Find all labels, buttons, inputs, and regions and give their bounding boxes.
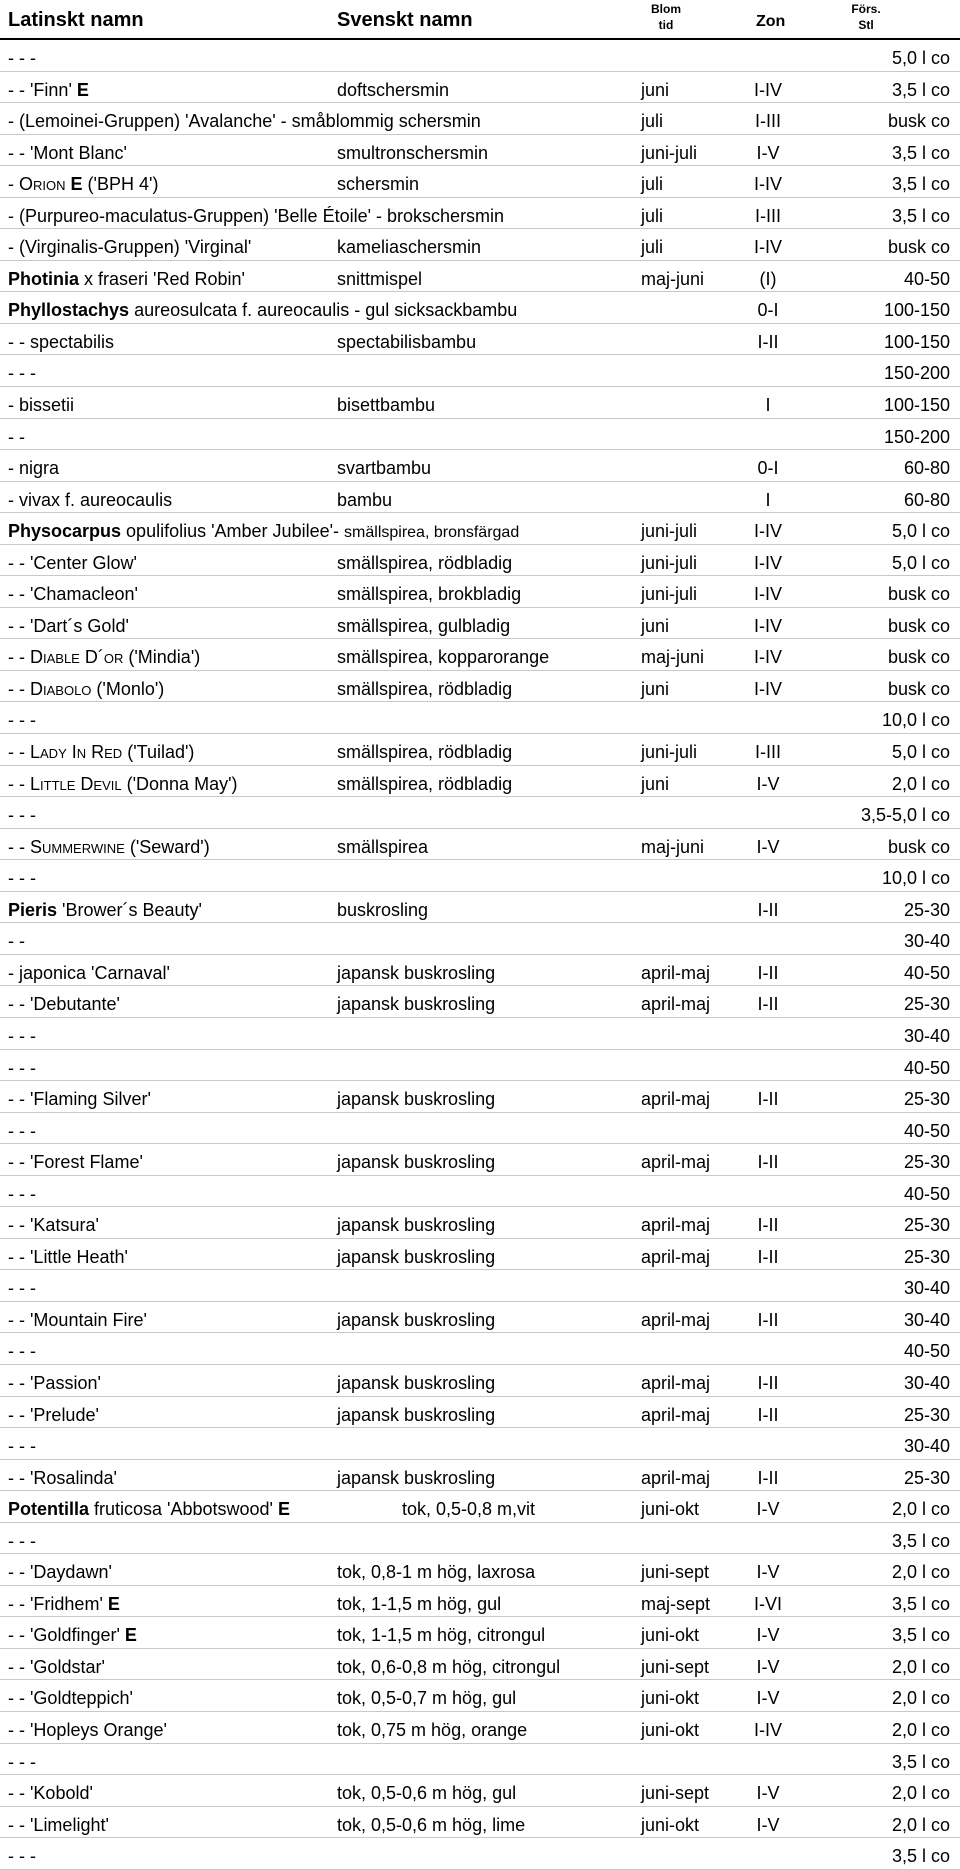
pack-size-cell: 25-30 bbox=[903, 1246, 950, 1267]
zone-cell: I-II bbox=[757, 1152, 779, 1173]
latin-name-cell: - (Virginalis-Gruppen) 'Virginal' bbox=[8, 237, 252, 258]
latin-name-cell: - - - bbox=[8, 1530, 36, 1551]
pack-size-cell: 25-30 bbox=[903, 1404, 950, 1425]
header-bloom-time: Blom tid bbox=[651, 2, 681, 32]
pack-size-cell: 40-50 bbox=[903, 1057, 950, 1078]
header-zone: Zon bbox=[756, 13, 786, 30]
pack-size-cell: 40-50 bbox=[903, 962, 950, 983]
swedish-name-cell: japansk buskrosling bbox=[337, 1152, 496, 1173]
latin-name-cell: - - Diabolo ('Monlo') bbox=[8, 678, 165, 699]
latin-name-cell: - - 'Center Glow' bbox=[8, 552, 137, 573]
swedish-name-cell: smällspirea, rödbladig bbox=[337, 742, 513, 763]
table-row bbox=[0, 860, 960, 892]
table-row bbox=[0, 734, 960, 766]
table-row bbox=[0, 1460, 960, 1492]
pack-size-cell: 25-30 bbox=[903, 1467, 950, 1488]
pack-size-cell: busk co bbox=[887, 678, 950, 699]
latin-name-cell: - - 'Goldteppich' bbox=[8, 1688, 133, 1709]
swedish-name-cell: japansk buskrosling bbox=[337, 1404, 496, 1425]
latin-name-cell: - - 'Rosalinda' bbox=[8, 1467, 117, 1488]
zone-cell: I-II bbox=[757, 1215, 779, 1236]
latin-name-cell: - - 'Mont Blanc' bbox=[8, 142, 127, 163]
pack-size-cell: busk co bbox=[887, 615, 950, 636]
zone-cell: I-V bbox=[756, 1562, 780, 1583]
latin-name-cell: - - 'Little Heath' bbox=[8, 1246, 128, 1267]
latin-name-cell: - - - bbox=[8, 1057, 36, 1078]
table-row bbox=[0, 324, 960, 356]
swedish-name-cell: tok, 1-1,5 m hög, gul bbox=[337, 1593, 502, 1614]
zone-cell: I-IV bbox=[753, 79, 782, 100]
pack-size-cell: 30-40 bbox=[903, 1309, 950, 1330]
bloom-time-cell: juli bbox=[641, 237, 664, 258]
zone-cell: I-II bbox=[757, 962, 779, 983]
bloom-time-cell: april-maj bbox=[641, 1467, 711, 1488]
bloom-time-cell: juni bbox=[641, 678, 670, 699]
pack-size-cell: 2,0 l co bbox=[891, 1562, 950, 1583]
swedish-name-cell: smällspirea, rödbladig bbox=[337, 552, 513, 573]
zone-cell: I-IV bbox=[753, 237, 782, 258]
latin-name-cell: - - 'Mountain Fire' bbox=[8, 1309, 147, 1330]
latin-name-cell: - - Little Devil ('Donna May') bbox=[8, 773, 238, 794]
pack-size-cell: busk co bbox=[887, 237, 950, 258]
latin-name-cell: - - - bbox=[8, 363, 36, 384]
bloom-time-cell: juli bbox=[641, 111, 664, 132]
pack-size-cell: 100-150 bbox=[883, 300, 950, 321]
header-pack-size: Förs. Stl bbox=[851, 2, 881, 32]
latin-name-cell: - - 'Chamacleon' bbox=[8, 584, 138, 605]
zone-cell: I-IV bbox=[753, 678, 782, 699]
pack-size-cell: 40-50 bbox=[903, 268, 950, 289]
zone-cell: I-IV bbox=[753, 174, 782, 195]
table-row bbox=[0, 923, 960, 955]
pack-size-cell: 60-80 bbox=[903, 489, 950, 510]
swedish-name-cell: tok, 0,5-0,6 m hög, gul bbox=[337, 1783, 517, 1804]
swedish-name-cell: svartbambu bbox=[337, 458, 432, 479]
table-row bbox=[0, 40, 960, 72]
bloom-time-cell: juni-juli bbox=[641, 552, 698, 573]
swedish-name-cell: tok, 0,5-0,8 m,vit bbox=[402, 1499, 536, 1520]
bloom-time-cell: april-maj bbox=[641, 1404, 711, 1425]
latin-name-cell: - - 'Finn' E bbox=[8, 79, 89, 100]
table-row bbox=[0, 513, 960, 545]
bloom-time-cell: juni-juli bbox=[641, 584, 698, 605]
latin-name-cell: Photinia x fraseri 'Red Robin' bbox=[8, 268, 245, 289]
pack-size-cell: 3,5 l co bbox=[891, 1751, 950, 1772]
latin-name-cell: - - - bbox=[8, 1846, 36, 1867]
table-row bbox=[0, 1113, 960, 1145]
table-row bbox=[0, 671, 960, 703]
latin-name-cell: - - bbox=[8, 931, 25, 952]
zone-cell: I-II bbox=[757, 1467, 779, 1488]
latin-name-cell: - bissetii bbox=[8, 395, 75, 416]
pack-size-cell: 150-200 bbox=[883, 426, 950, 447]
zone-cell: I-II bbox=[757, 1309, 779, 1330]
zone-cell: (I) bbox=[759, 268, 777, 289]
latin-name-cell: - - - bbox=[8, 1025, 36, 1046]
pack-size-cell: 3,5 l co bbox=[891, 1530, 950, 1551]
table-row bbox=[0, 986, 960, 1018]
zone-cell: I-V bbox=[756, 1625, 780, 1646]
pack-size-cell: 5,0 l co bbox=[891, 552, 950, 573]
zone-cell: 0-I bbox=[757, 458, 779, 479]
zone-cell: I-IV bbox=[753, 647, 782, 668]
bloom-time-cell: maj-juni bbox=[641, 268, 705, 289]
pack-size-cell: busk co bbox=[887, 647, 950, 668]
pack-size-cell: 150-200 bbox=[883, 363, 950, 384]
table-row bbox=[0, 766, 960, 798]
latin-name-cell: - - 'Katsura' bbox=[8, 1215, 99, 1236]
zone-cell: I-II bbox=[757, 994, 779, 1015]
pack-size-cell: 10,0 l co bbox=[881, 710, 950, 731]
swedish-name-cell: smällspirea, brokbladig bbox=[337, 584, 522, 605]
zone-cell: I-V bbox=[756, 1688, 780, 1709]
table-row bbox=[0, 1617, 960, 1649]
latin-name-cell: - - bbox=[8, 426, 25, 447]
swedish-name-cell: tok, 0,8-1 m hög, laxrosa bbox=[337, 1562, 536, 1583]
latin-name-cell: - - - bbox=[8, 710, 36, 731]
latin-name-cell: - vivax f. aureocaulis bbox=[8, 489, 173, 510]
table-row bbox=[0, 1176, 960, 1208]
table-row bbox=[0, 1586, 960, 1618]
pack-size-cell: 100-150 bbox=[883, 331, 950, 352]
pack-size-cell: busk co bbox=[887, 584, 950, 605]
pack-size-cell: 40-50 bbox=[903, 1341, 950, 1362]
pack-size-cell: 25-30 bbox=[903, 1152, 950, 1173]
plant-table bbox=[0, 40, 960, 1870]
table-row bbox=[0, 1712, 960, 1744]
pack-size-cell: 2,0 l co bbox=[891, 1814, 950, 1835]
latin-name-cell: - - - bbox=[8, 805, 36, 826]
bloom-time-cell: maj-juni bbox=[641, 647, 705, 668]
pack-size-cell: 2,0 l co bbox=[891, 773, 950, 794]
swedish-name-cell: tok, 0,5-0,6 m hög, lime bbox=[337, 1814, 526, 1835]
table-row bbox=[0, 1144, 960, 1176]
table-row bbox=[0, 1302, 960, 1334]
latin-name-cell: Physocarpus opulifolius 'Amber Jubilee'- smällspirea, bronsfärgad bbox=[8, 521, 520, 542]
swedish-name-cell: tok, 0,75 m hög, orange bbox=[337, 1719, 528, 1740]
latin-name-cell: - - - bbox=[8, 868, 36, 889]
table-row bbox=[0, 355, 960, 387]
swedish-name-cell: doftschersmin bbox=[337, 79, 450, 100]
zone-cell: I-II bbox=[757, 899, 779, 920]
pack-size-cell: 25-30 bbox=[903, 994, 950, 1015]
latin-name-cell: Pieris 'Brower´s Beauty' bbox=[8, 899, 202, 920]
bloom-time-cell: juni-okt bbox=[641, 1688, 700, 1709]
pack-size-cell: 3,5 l co bbox=[891, 142, 950, 163]
bloom-time-cell: juni-juli bbox=[641, 142, 698, 163]
bloom-time-cell: juni-okt bbox=[641, 1814, 700, 1835]
table-row bbox=[0, 576, 960, 608]
zone-cell: I-VI bbox=[753, 1593, 782, 1614]
table-row bbox=[0, 1775, 960, 1807]
latin-name-cell: - - spectabilis bbox=[8, 331, 115, 352]
bloom-time-cell: juli bbox=[641, 205, 664, 226]
pack-size-cell: 3,5 l co bbox=[891, 205, 950, 226]
bloom-time-cell: juni-sept bbox=[641, 1783, 710, 1804]
table-row bbox=[0, 229, 960, 261]
pack-size-cell: 5,0 l co bbox=[891, 742, 950, 763]
bloom-time-cell: juni-juli bbox=[641, 742, 698, 763]
pack-size-cell: 30-40 bbox=[903, 1025, 950, 1046]
zone-cell: I-V bbox=[756, 1499, 780, 1520]
swedish-name-cell: bisettbambu bbox=[337, 395, 436, 416]
table-row bbox=[0, 1649, 960, 1681]
bloom-time-cell: juni-okt bbox=[641, 1625, 700, 1646]
latin-name-cell: - - 'Fridhem' E bbox=[8, 1593, 120, 1614]
pack-size-cell: 3,5 l co bbox=[891, 1593, 950, 1614]
zone-cell: I-III bbox=[755, 205, 781, 226]
table-row bbox=[0, 1050, 960, 1082]
latin-name-cell: - - 'Prelude' bbox=[8, 1404, 99, 1425]
latin-name-cell: Potentilla fruticosa 'Abbotswood' E bbox=[8, 1499, 291, 1520]
latin-name-cell: - - Summerwine ('Seward') bbox=[8, 836, 210, 857]
table-row bbox=[0, 292, 960, 324]
pack-size-cell: 3,5 l co bbox=[891, 79, 950, 100]
table-header bbox=[0, 0, 960, 40]
latin-name-cell: - - 'Goldstar' bbox=[8, 1656, 105, 1677]
zone-cell: I-III bbox=[755, 742, 781, 763]
latin-name-cell: - - 'Daydawn' bbox=[8, 1562, 112, 1583]
pack-size-cell: 60-80 bbox=[903, 458, 950, 479]
bloom-time-cell: april-maj bbox=[641, 1215, 711, 1236]
swedish-name-cell: schersmin bbox=[337, 174, 420, 195]
pack-size-cell: 2,0 l co bbox=[891, 1719, 950, 1740]
swedish-name-cell: japansk buskrosling bbox=[337, 994, 496, 1015]
table-row bbox=[0, 1807, 960, 1839]
bloom-time-cell: maj-juni bbox=[641, 836, 705, 857]
table-row bbox=[0, 198, 960, 230]
zone-cell: 0-I bbox=[757, 300, 779, 321]
table-row bbox=[0, 419, 960, 451]
table-row bbox=[0, 1397, 960, 1429]
zone-cell: I-V bbox=[756, 1656, 780, 1677]
table-row bbox=[0, 72, 960, 104]
table-row bbox=[0, 829, 960, 861]
table-row bbox=[0, 545, 960, 577]
table-row bbox=[0, 166, 960, 198]
swedish-name-cell: smällspirea, kopparorange bbox=[337, 647, 550, 668]
table-row bbox=[0, 1680, 960, 1712]
table-row bbox=[0, 1239, 960, 1271]
latin-name-cell: - - 'Goldfinger' E bbox=[8, 1625, 137, 1646]
pack-size-cell: 25-30 bbox=[903, 1089, 950, 1110]
table-row bbox=[0, 639, 960, 671]
pack-size-cell: 30-40 bbox=[903, 1372, 950, 1393]
pack-size-cell: 2,0 l co bbox=[891, 1656, 950, 1677]
latin-name-cell: - - - bbox=[8, 48, 36, 68]
bloom-time-cell: juni-sept bbox=[641, 1562, 710, 1583]
pack-size-cell: 100-150 bbox=[883, 395, 950, 416]
zone-cell: I-V bbox=[756, 773, 780, 794]
swedish-name-cell: japansk buskrosling bbox=[337, 1215, 496, 1236]
pack-size-cell: 40-50 bbox=[903, 1120, 950, 1141]
pack-size-cell: 30-40 bbox=[903, 1436, 950, 1457]
swedish-name-cell: japansk buskrosling bbox=[337, 1309, 496, 1330]
bloom-time-cell: juni bbox=[641, 79, 670, 100]
bloom-time-cell: april-maj bbox=[641, 1372, 711, 1393]
pack-size-cell: 2,0 l co bbox=[891, 1783, 950, 1804]
latin-name-cell: - - - bbox=[8, 1751, 36, 1772]
swedish-name-cell: buskrosling bbox=[337, 899, 429, 920]
table-row bbox=[0, 955, 960, 987]
swedish-name-cell: japansk buskrosling bbox=[337, 962, 496, 983]
table-row bbox=[0, 1365, 960, 1397]
zone-cell: I-V bbox=[756, 1783, 780, 1804]
table-row bbox=[0, 387, 960, 419]
swedish-name-cell: spectabilisbambu bbox=[337, 331, 477, 352]
swedish-name-cell: smultronschersmin bbox=[337, 142, 489, 163]
zone-cell: I-III bbox=[755, 111, 781, 132]
pack-size-cell: 25-30 bbox=[903, 1215, 950, 1236]
swedish-name-cell: japansk buskrosling bbox=[337, 1372, 496, 1393]
latin-name-cell: - - Lady In Red ('Tuilad') bbox=[8, 742, 195, 763]
zone-cell: I-II bbox=[757, 1404, 779, 1425]
pack-size-cell: busk co bbox=[887, 111, 950, 132]
pack-size-cell: 3,5 l co bbox=[891, 1625, 950, 1646]
zone-cell: I-II bbox=[757, 331, 779, 352]
latin-name-cell: - (Purpureo-maculatus-Gruppen) 'Belle Étoile' - brokschersmin bbox=[8, 205, 505, 226]
table-row bbox=[0, 892, 960, 924]
table-row bbox=[0, 608, 960, 640]
bloom-time-cell: april-maj bbox=[641, 1246, 711, 1267]
header-latin-name: Latinskt namn bbox=[8, 9, 144, 31]
latin-name-cell: - - 'Forest Flame' bbox=[8, 1152, 143, 1173]
table-row bbox=[0, 702, 960, 734]
pack-size-cell: 3,5 l co bbox=[891, 174, 950, 195]
table-row bbox=[0, 1270, 960, 1302]
swedish-name-cell: smällspirea, gulbladig bbox=[337, 615, 511, 636]
latin-name-cell: - Orion E ('BPH 4') bbox=[8, 174, 159, 195]
swedish-name-cell: tok, 1-1,5 m hög, citrongul bbox=[337, 1625, 546, 1646]
bloom-time-cell: april-maj bbox=[641, 1309, 711, 1330]
zone-cell: I-V bbox=[756, 142, 780, 163]
latin-name-cell: - (Lemoinei-Gruppen) 'Avalanche' - småblommig schersmin bbox=[8, 111, 481, 132]
zone-cell: I bbox=[765, 489, 771, 510]
swedish-name-cell: snittmispel bbox=[337, 268, 423, 289]
latin-name-cell: - - 'Debutante' bbox=[8, 994, 120, 1015]
zone-cell: I-V bbox=[756, 1814, 780, 1835]
latin-name-cell: - - - bbox=[8, 1436, 36, 1457]
zone-cell: I-IV bbox=[753, 521, 782, 542]
pack-size-cell: 5,0 l co bbox=[891, 521, 950, 542]
swedish-name-cell: bambu bbox=[337, 489, 393, 510]
table-row bbox=[0, 261, 960, 293]
bloom-time-cell: april-maj bbox=[641, 1089, 711, 1110]
table-row bbox=[0, 1207, 960, 1239]
latin-name-cell: - - Diable D´or ('Mindia') bbox=[8, 647, 201, 668]
pack-size-cell: 2,0 l co bbox=[891, 1688, 950, 1709]
bloom-time-cell: april-maj bbox=[641, 994, 711, 1015]
pack-size-cell: 3,5-5,0 l co bbox=[860, 805, 950, 826]
latin-name-cell: - - 'Passion' bbox=[8, 1372, 101, 1393]
bloom-time-cell: juni-sept bbox=[641, 1656, 710, 1677]
zone-cell: I-IV bbox=[753, 615, 782, 636]
bloom-time-cell: juni bbox=[641, 615, 670, 636]
table-row bbox=[0, 1838, 960, 1870]
zone-cell: I-IV bbox=[753, 1719, 782, 1740]
bloom-time-cell: juni-okt bbox=[641, 1499, 700, 1520]
swedish-name-cell: tok, 0,6-0,8 m hög, citrongul bbox=[337, 1656, 561, 1677]
table-row bbox=[0, 1428, 960, 1460]
pack-size-cell: 40-50 bbox=[903, 1183, 950, 1204]
bloom-time-cell: juli bbox=[641, 174, 664, 195]
latin-name-cell: - - - bbox=[8, 1120, 36, 1141]
pack-size-cell: 25-30 bbox=[903, 899, 950, 920]
zone-cell: I-IV bbox=[753, 584, 782, 605]
table-row bbox=[0, 1081, 960, 1113]
swedish-name-cell: japansk buskrosling bbox=[337, 1089, 496, 1110]
header-swedish-name: Svenskt namn bbox=[337, 9, 473, 31]
bloom-time-cell: juni bbox=[641, 773, 670, 794]
zone-cell: I-II bbox=[757, 1372, 779, 1393]
latin-name-cell: - nigra bbox=[8, 458, 60, 479]
latin-name-cell: - - - bbox=[8, 1278, 36, 1299]
swedish-name-cell: japansk buskrosling bbox=[337, 1467, 496, 1488]
pack-size-cell: 30-40 bbox=[903, 1278, 950, 1299]
table-row bbox=[0, 1554, 960, 1586]
table-row bbox=[0, 135, 960, 167]
table-row bbox=[0, 1333, 960, 1365]
swedish-name-cell: smällspirea, rödbladig bbox=[337, 773, 513, 794]
pack-size-cell: 5,0 l co bbox=[891, 48, 950, 68]
bloom-time-cell: april-maj bbox=[641, 1152, 711, 1173]
zone-cell: I-II bbox=[757, 1089, 779, 1110]
table-row bbox=[0, 1744, 960, 1776]
bloom-time-cell: juni-juli bbox=[641, 521, 698, 542]
table-row bbox=[0, 1523, 960, 1555]
swedish-name-cell: kameliaschersmin bbox=[337, 237, 482, 258]
swedish-name-cell: tok, 0,5-0,7 m hög, gul bbox=[337, 1688, 517, 1709]
latin-name-cell: - - 'Hopleys Orange' bbox=[8, 1719, 167, 1740]
latin-name-cell: - - - bbox=[8, 1341, 36, 1362]
zone-cell: I-II bbox=[757, 1246, 779, 1267]
swedish-name-cell: japansk buskrosling bbox=[337, 1246, 496, 1267]
latin-name-cell: - - 'Limelight' bbox=[8, 1814, 109, 1835]
latin-name-cell: - - 'Dart´s Gold' bbox=[8, 615, 129, 636]
latin-name-cell: - - 'Kobold' bbox=[8, 1783, 93, 1804]
zone-cell: I bbox=[765, 395, 771, 416]
swedish-name-cell: smällspirea bbox=[337, 836, 429, 857]
pack-size-cell: 3,5 l co bbox=[891, 1846, 950, 1867]
bloom-time-cell: juni-okt bbox=[641, 1719, 700, 1740]
table-row bbox=[0, 103, 960, 135]
swedish-name-cell: smällspirea, rödbladig bbox=[337, 678, 513, 699]
zone-cell: I-V bbox=[756, 836, 780, 857]
table-row bbox=[0, 797, 960, 829]
table-row bbox=[0, 482, 960, 514]
bloom-time-cell: april-maj bbox=[641, 962, 711, 983]
latin-name-cell: - - 'Flaming Silver' bbox=[8, 1089, 151, 1110]
bloom-time-cell: maj-sept bbox=[641, 1593, 711, 1614]
pack-size-cell: busk co bbox=[887, 836, 950, 857]
table-row bbox=[0, 1491, 960, 1523]
pack-size-cell: 30-40 bbox=[903, 931, 950, 952]
table-row bbox=[0, 1018, 960, 1050]
latin-name-cell: - - - bbox=[8, 1183, 36, 1204]
pack-size-cell: 2,0 l co bbox=[891, 1499, 950, 1520]
latin-name-cell: Phyllostachys aureosulcata f. aureocaulis - gul sicksackbambu bbox=[8, 300, 518, 321]
table-row bbox=[0, 450, 960, 482]
zone-cell: I-IV bbox=[753, 552, 782, 573]
latin-name-cell: - japonica 'Carnaval' bbox=[8, 962, 170, 983]
pack-size-cell: 10,0 l co bbox=[881, 868, 950, 889]
